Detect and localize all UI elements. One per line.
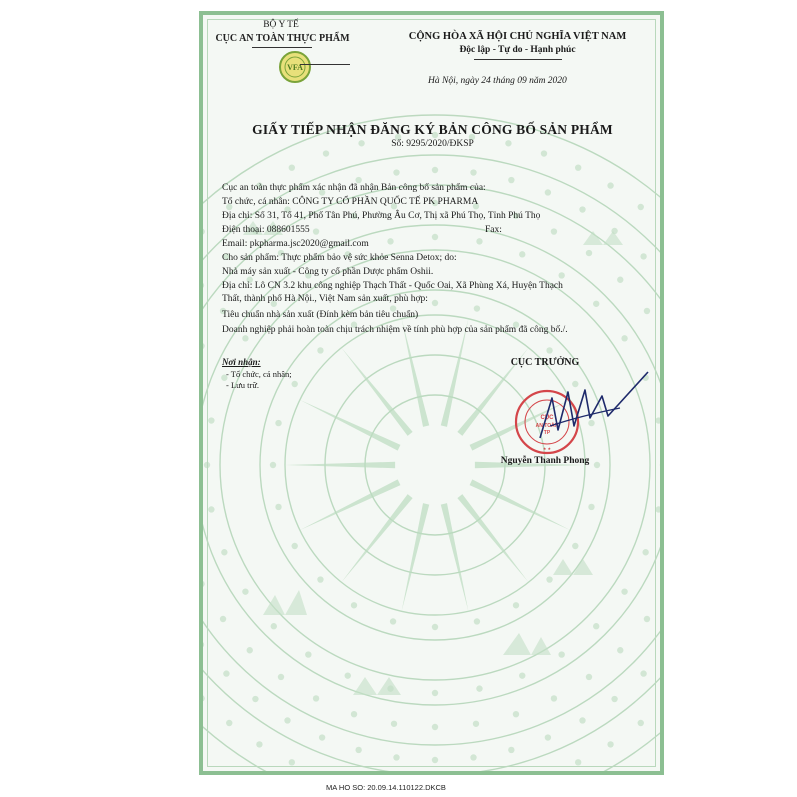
department-name: CỤC AN TOÀN THỰC PHẨM (215, 33, 350, 44)
manufacturer-line: Nhà máy sản xuất - Công ty cổ phần Dược phẩm Oshii. (222, 267, 434, 277)
handwritten-signature (530, 368, 650, 458)
organization-line: Tổ chức, cá nhân: CÔNG TY CỔ PHẦN QUỐC TẾ PK PHARMA (222, 197, 479, 207)
svg-text:TP: TP (543, 430, 551, 436)
manufacturer-address-line-2: Thất, thành phố Hà Nội., Việt Nam sản xuất, phù hợp: (222, 294, 428, 304)
document-title: GIẤY TIẾP NHẬN ĐĂNG KÝ BẢN CÔNG BỐ SẢN PHẨM (252, 122, 613, 137)
nation-name: CỘNG HÒA XÃ HỘI CHỦ NGHĨA VIỆT NAM (408, 31, 627, 42)
recipient-item: - Lưu trữ. (226, 380, 260, 390)
national-motto: Độc lập - Tự do - Hạnh phúc (459, 45, 576, 55)
responsibility-line: Doanh nghiệp phải hoàn toàn chịu trách nhiệm về tính phù hợp của sản phẩm đã công bố./. (222, 325, 568, 335)
ministry-name: BỘ Y TẾ (263, 20, 299, 30)
recipients-heading: Nơi nhận: (222, 357, 261, 367)
email-line: Email: pkpharma.jsc2020@gmail.com (222, 239, 369, 249)
product-line: Cho sản phẩm: Thực phẩm bảo vệ sức khỏe Senna Detox; do: (222, 253, 457, 263)
issue-date: Hà Nội, ngày 24 tháng 09 năm 2020 (428, 76, 567, 86)
header-left-line (300, 64, 350, 65)
phone-line: Điện thoại: 088601555 (222, 225, 310, 235)
header-left-underline (252, 47, 312, 48)
intro-line: Cục an toàn thực phẩm xác nhận đã nhận Bản công bố sản phẩm của: (222, 183, 486, 193)
document-number: Số: 9295/2020/ĐKSP (391, 139, 474, 149)
motto-underline (474, 59, 562, 60)
address-line: Địa chỉ: Số 31, Tổ 41, Phố Tân Phú, Phường Âu Cơ, Thị xã Phú Thọ, Tỉnh Phú Thọ (222, 211, 541, 221)
svg-text:AN TOÀN: AN TOÀN (535, 423, 559, 429)
signer-role: CỤC TRƯỞNG (510, 357, 580, 368)
dossier-code: MA HO SO: 20.09.14.110122.DKCB (326, 783, 446, 792)
svg-text:★ ★: ★ ★ (542, 446, 552, 451)
recipient-item: - Tổ chức, cá nhân; (226, 369, 292, 379)
svg-text:CỤC: CỤC (540, 415, 554, 421)
svg-text:VFA: VFA (287, 63, 303, 72)
signer-name: Nguyễn Thanh Phong (500, 456, 590, 466)
vfa-logo (278, 50, 312, 84)
standard-line: Tiêu chuẩn nhà sản xuất (Đính kèm bản tiêu chuẩn) (222, 310, 419, 320)
fax-line: Fax: (485, 225, 502, 235)
manufacturer-address-line-1: Địa chỉ: Lô CN 3.2 khu công nghiệp Thạch Thất - Quốc Oai, Xã Phùng Xá, Huyện Thạch (222, 281, 563, 291)
